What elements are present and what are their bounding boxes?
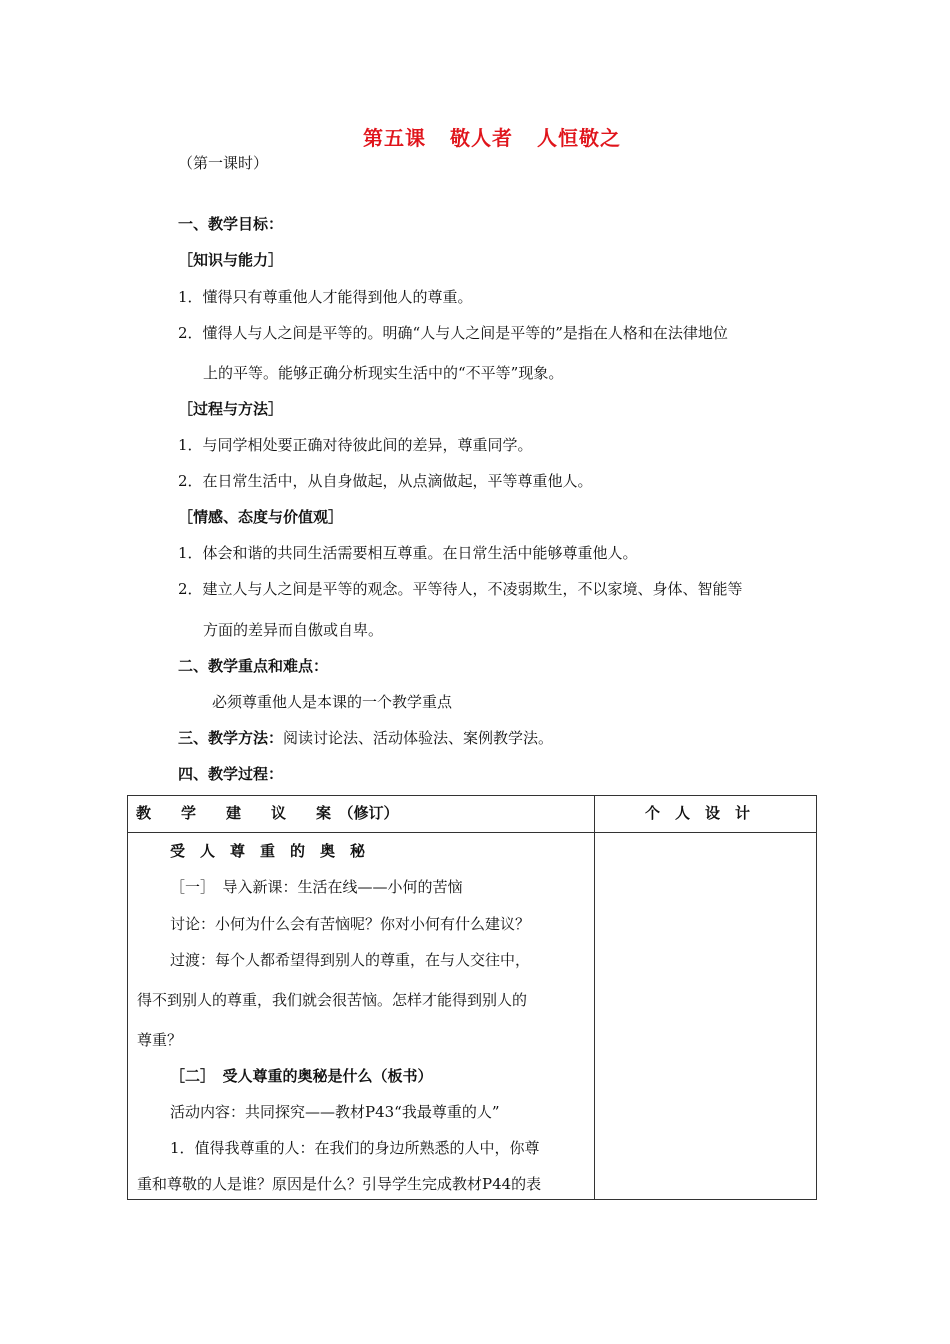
emotion-item: 方面的差异而自傲或自卑。: [203, 621, 384, 639]
section-heading: ［二］ 受人尊重的奥秘是什么（板书）: [170, 1067, 433, 1085]
section-heading: 受 人 尊 重 的 奥 秘: [170, 842, 366, 860]
header-cell-plan: [128, 796, 595, 833]
knowledge-heading: ［知识与能力］: [178, 251, 284, 269]
list-item: 重和尊敬的人是谁？原因是什么？引导学生完成教材P44的表: [137, 1175, 542, 1193]
emotion-item: 2．建立人与人之间是平等的观念。平等待人，不凌弱欺生，不以家境、身体、智能等: [178, 580, 743, 598]
subtitle: （第一课时）: [178, 154, 269, 172]
list-item: 1．值得我尊重的人：在我们的身边所熟悉的人中，你尊: [170, 1139, 540, 1157]
knowledge-item: 2．懂得人与人之间是平等的。明确“人与人之间是平等的”是指在人格和在法律地位: [178, 324, 728, 342]
header-plan-label: 教 学 建 议 案 （修订）: [136, 804, 399, 822]
key-text: 必须尊重他人是本课的一个教学重点: [212, 693, 453, 711]
personal-design-cell: [595, 833, 817, 1200]
list-item: 讨论：小何为什么会有苦恼呢？你对小何有什么建议？: [170, 915, 531, 933]
process-item: 2．在日常生活中，从自身做起，从点滴做起，平等尊重他人。: [178, 472, 593, 490]
process-item: 1．与同学相处要正确对待彼此间的差异，尊重同学。: [178, 436, 533, 454]
list-item: 尊重？: [137, 1031, 183, 1049]
page-title: [0, 122, 950, 151]
list-item: 活动内容：共同探究——教材P43“我最尊重的人”: [170, 1103, 500, 1121]
lesson-plan-table: [127, 795, 817, 1200]
title-part-respected: 人恒敬之: [536, 126, 621, 150]
plan-content-cell: [128, 833, 595, 1200]
title-part-lesson: 第五课: [363, 126, 427, 150]
emotion-heading: ［情感、态度与价值观］: [178, 508, 344, 526]
process-main-heading: 四、教学过程：: [178, 765, 284, 783]
method-heading: 三、教学方法：: [178, 729, 284, 747]
goals-heading: 一、教学目标：: [178, 215, 284, 233]
header-cell-design: [595, 796, 817, 833]
process-heading: ［过程与方法］: [178, 400, 284, 418]
method-line: [178, 727, 553, 748]
knowledge-item: 上的平等。能够正确分析现实生活中的“不平等”现象。: [203, 364, 564, 382]
table-header-row: [128, 796, 817, 833]
knowledge-item: 1．懂得只有尊重他人才能得到他人的尊重。: [178, 288, 473, 306]
title-part-respect: 敬人者: [450, 126, 513, 150]
list-item: 得不到别人的尊重，我们就会很苦恼。怎样才能得到别人的: [137, 991, 528, 1009]
key-heading: 二、教学重点和难点：: [178, 657, 329, 675]
table-row: [128, 833, 817, 1200]
list-item: ［一］ 导入新课：生活在线——小何的苦恼: [170, 878, 463, 896]
emotion-item: 1．体会和谐的共同生活需要相互尊重。在日常生活中能够尊重他人。: [178, 544, 638, 562]
header-design-label: 个 人 设 计: [645, 804, 751, 822]
list-item: 过渡：每个人都希望得到别人的尊重，在与人交往中，: [170, 951, 531, 969]
method-text: 阅读讨论法、活动体验法、案例教学法。: [283, 729, 554, 747]
